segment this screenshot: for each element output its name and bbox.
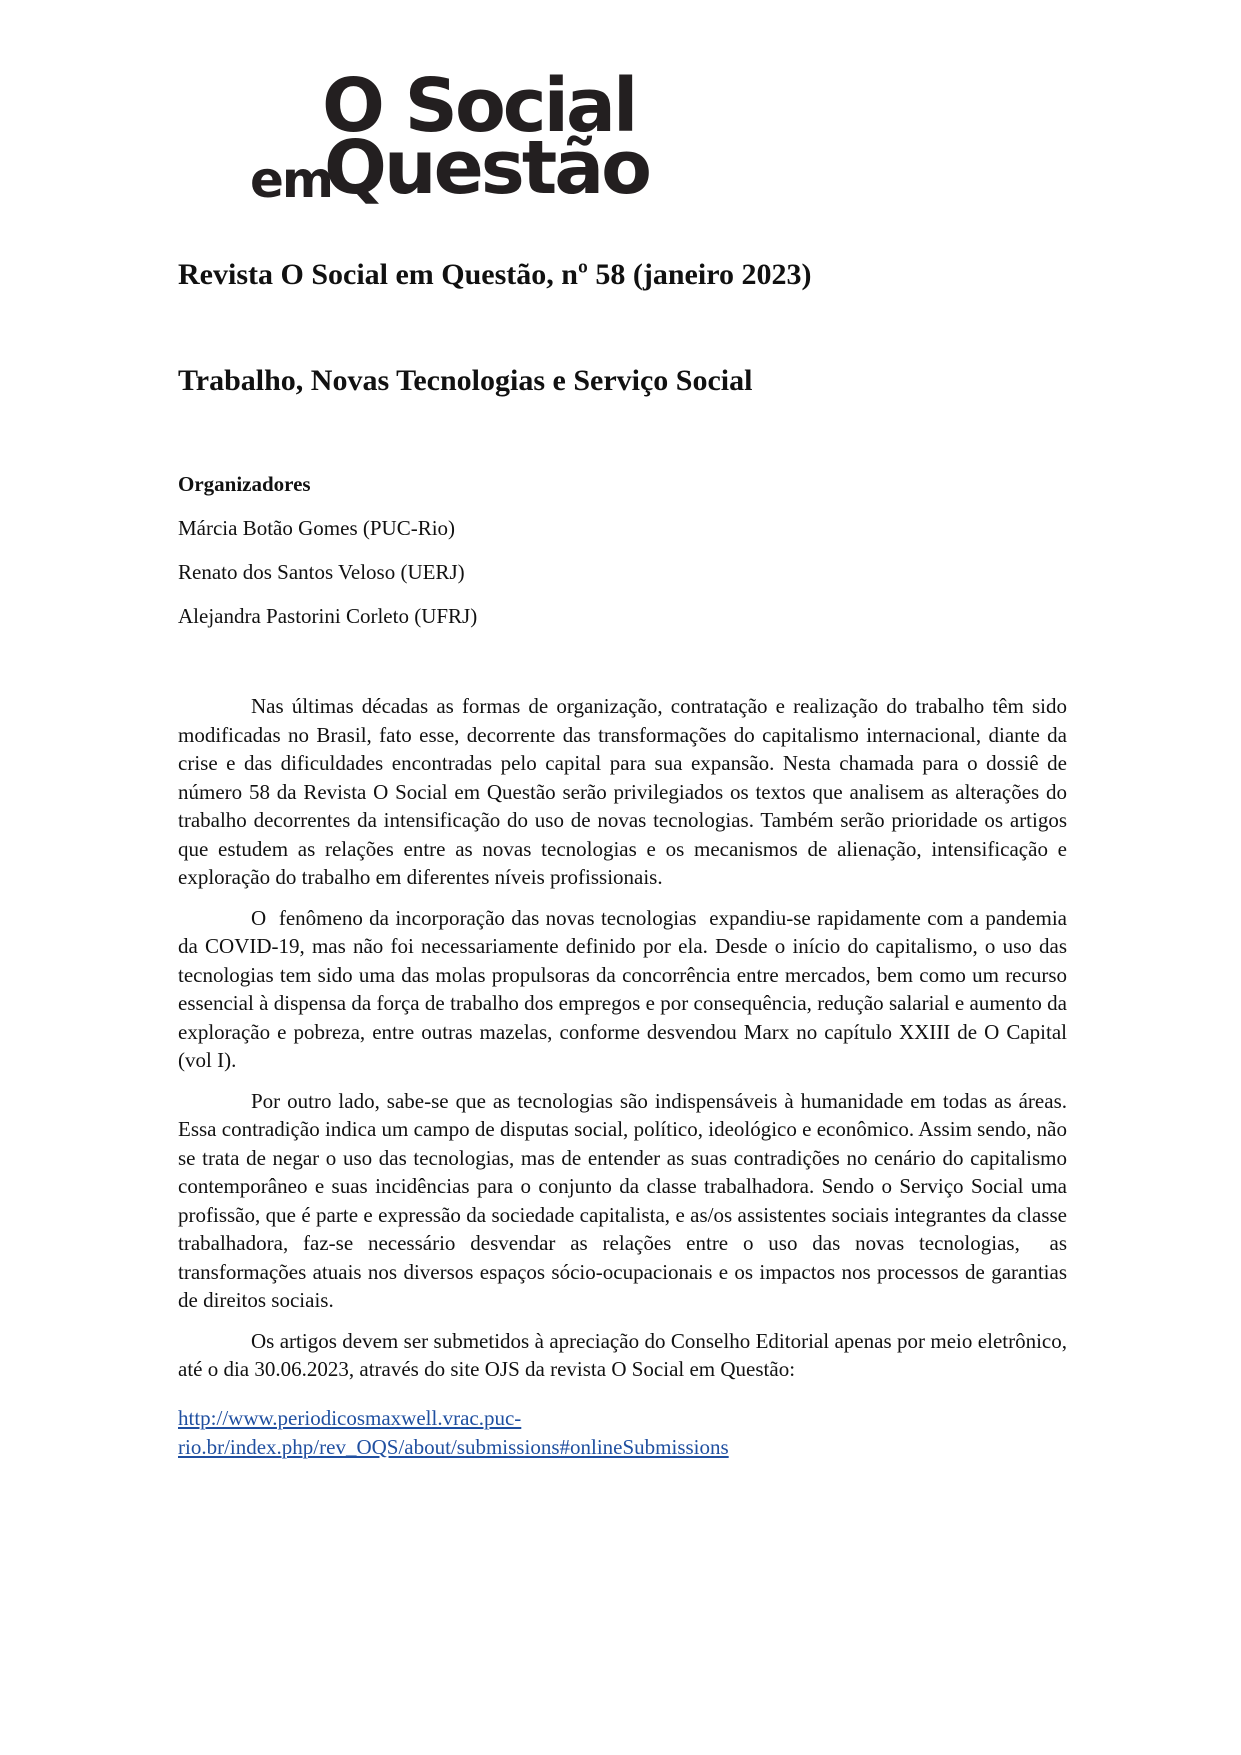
submission-link-line-2: rio.br/index.php/rev_OQS/about/submissions#onlineSubmissions <box>178 1434 729 1459</box>
organizer-name: Renato dos Santos Veloso (UERJ) <box>178 560 465 584</box>
body-paragraph-3: Por outro lado, sabe-se que as tecnologias são indispensáveis à humanidade em todas as áreas. Essa contradição indica um campo de disputas social, político, ideológico e econômico. Assim sendo, não se trata de negar o uso das tecnologias, mas de entender as suas contradições no cenário do capitalismo contemporâneo e suas incidências para o conjunto da classe trabalhadora. Sendo o Serviço Social uma profissão, que é parte e expressão da sociedade capitalista, e as/os assistentes sociais integrantes da classe trabalhadora, faz-se necessário desvendar as relações entre o uso das novas tecnologias, as transformações atuais nos diversos espaços sócio-ocupacionais e os impactos nos processos de garantias de direitos sociais. <box>178 1088 1073 1312</box>
organizer-name: Alejandra Pastorini Corleto (UFRJ) <box>178 604 478 628</box>
body-paragraph-4: Os artigos devem ser submetidos à apreciação do Conselho Editorial apenas por meio eletrônico, até o dia 30.06.2023, através do site OJS da revista O Social em Questão: <box>178 1328 1067 1381</box>
submission-link[interactable] <box>178 1404 729 1461</box>
dossier-theme-title: Trabalho, Novas Tecnologias e Serviço Social <box>178 364 753 397</box>
organizers-heading: Organizadores <box>178 472 311 496</box>
logo-line-questao: Questão <box>324 125 649 211</box>
page-title: Revista O Social em Questão, nº 58 (janeiro 2023) <box>178 258 812 291</box>
logo-line-o-social: O Social <box>322 63 636 149</box>
journal-logo <box>250 63 649 216</box>
organizer-name: Márcia Botão Gomes (PUC-Rio) <box>178 516 456 540</box>
submission-link-block <box>178 1404 729 1461</box>
logo-line-em: em <box>250 151 333 209</box>
call-for-papers-body <box>178 692 1073 1396</box>
submission-link-line-1: http://www.periodicosmaxwell.vrac.puc- <box>178 1406 522 1430</box>
organizers-section <box>178 462 477 638</box>
body-paragraph-2: O fenômeno da incorporação das novas tecnologias expandiu-se rapidamente com a pandemia da COVID-19, mas não foi necessariamente definido por ela. Desde o início do capitalismo, o uso das tecnologias tem sido uma das molas propulsoras da concorrência entre mercados, bem como um recurso essencial à dispensa da força de trabalho dos empregos e por consequência, redução salarial e aumento da exploração e pobreza, entre outras mazelas, conforme desvendou Marx no capítulo XXIII de O Capital (vol I). <box>178 905 1073 1072</box>
body-paragraph-1: Nas últimas décadas as formas de organização, contratação e realização do trabalho têm sido modificadas no Brasil, fato esse, decorrente das transformações do capitalismo internacional, diante da crise e das dificuldades encontradas pelo capital para sua expansão. Nesta chamada para o dossiê de número 58 da Revista O Social em Questão serão privilegiados os textos que analisem as alterações do trabalho decorrentes da intensificação do uso de novas tecnologias. Também serão prioridade os artigos que estudem as relações entre as novas tecnologias e os mecanismos de alienação, intensificação e exploração do trabalho em diferentes níveis profissionais. <box>178 694 1067 889</box>
